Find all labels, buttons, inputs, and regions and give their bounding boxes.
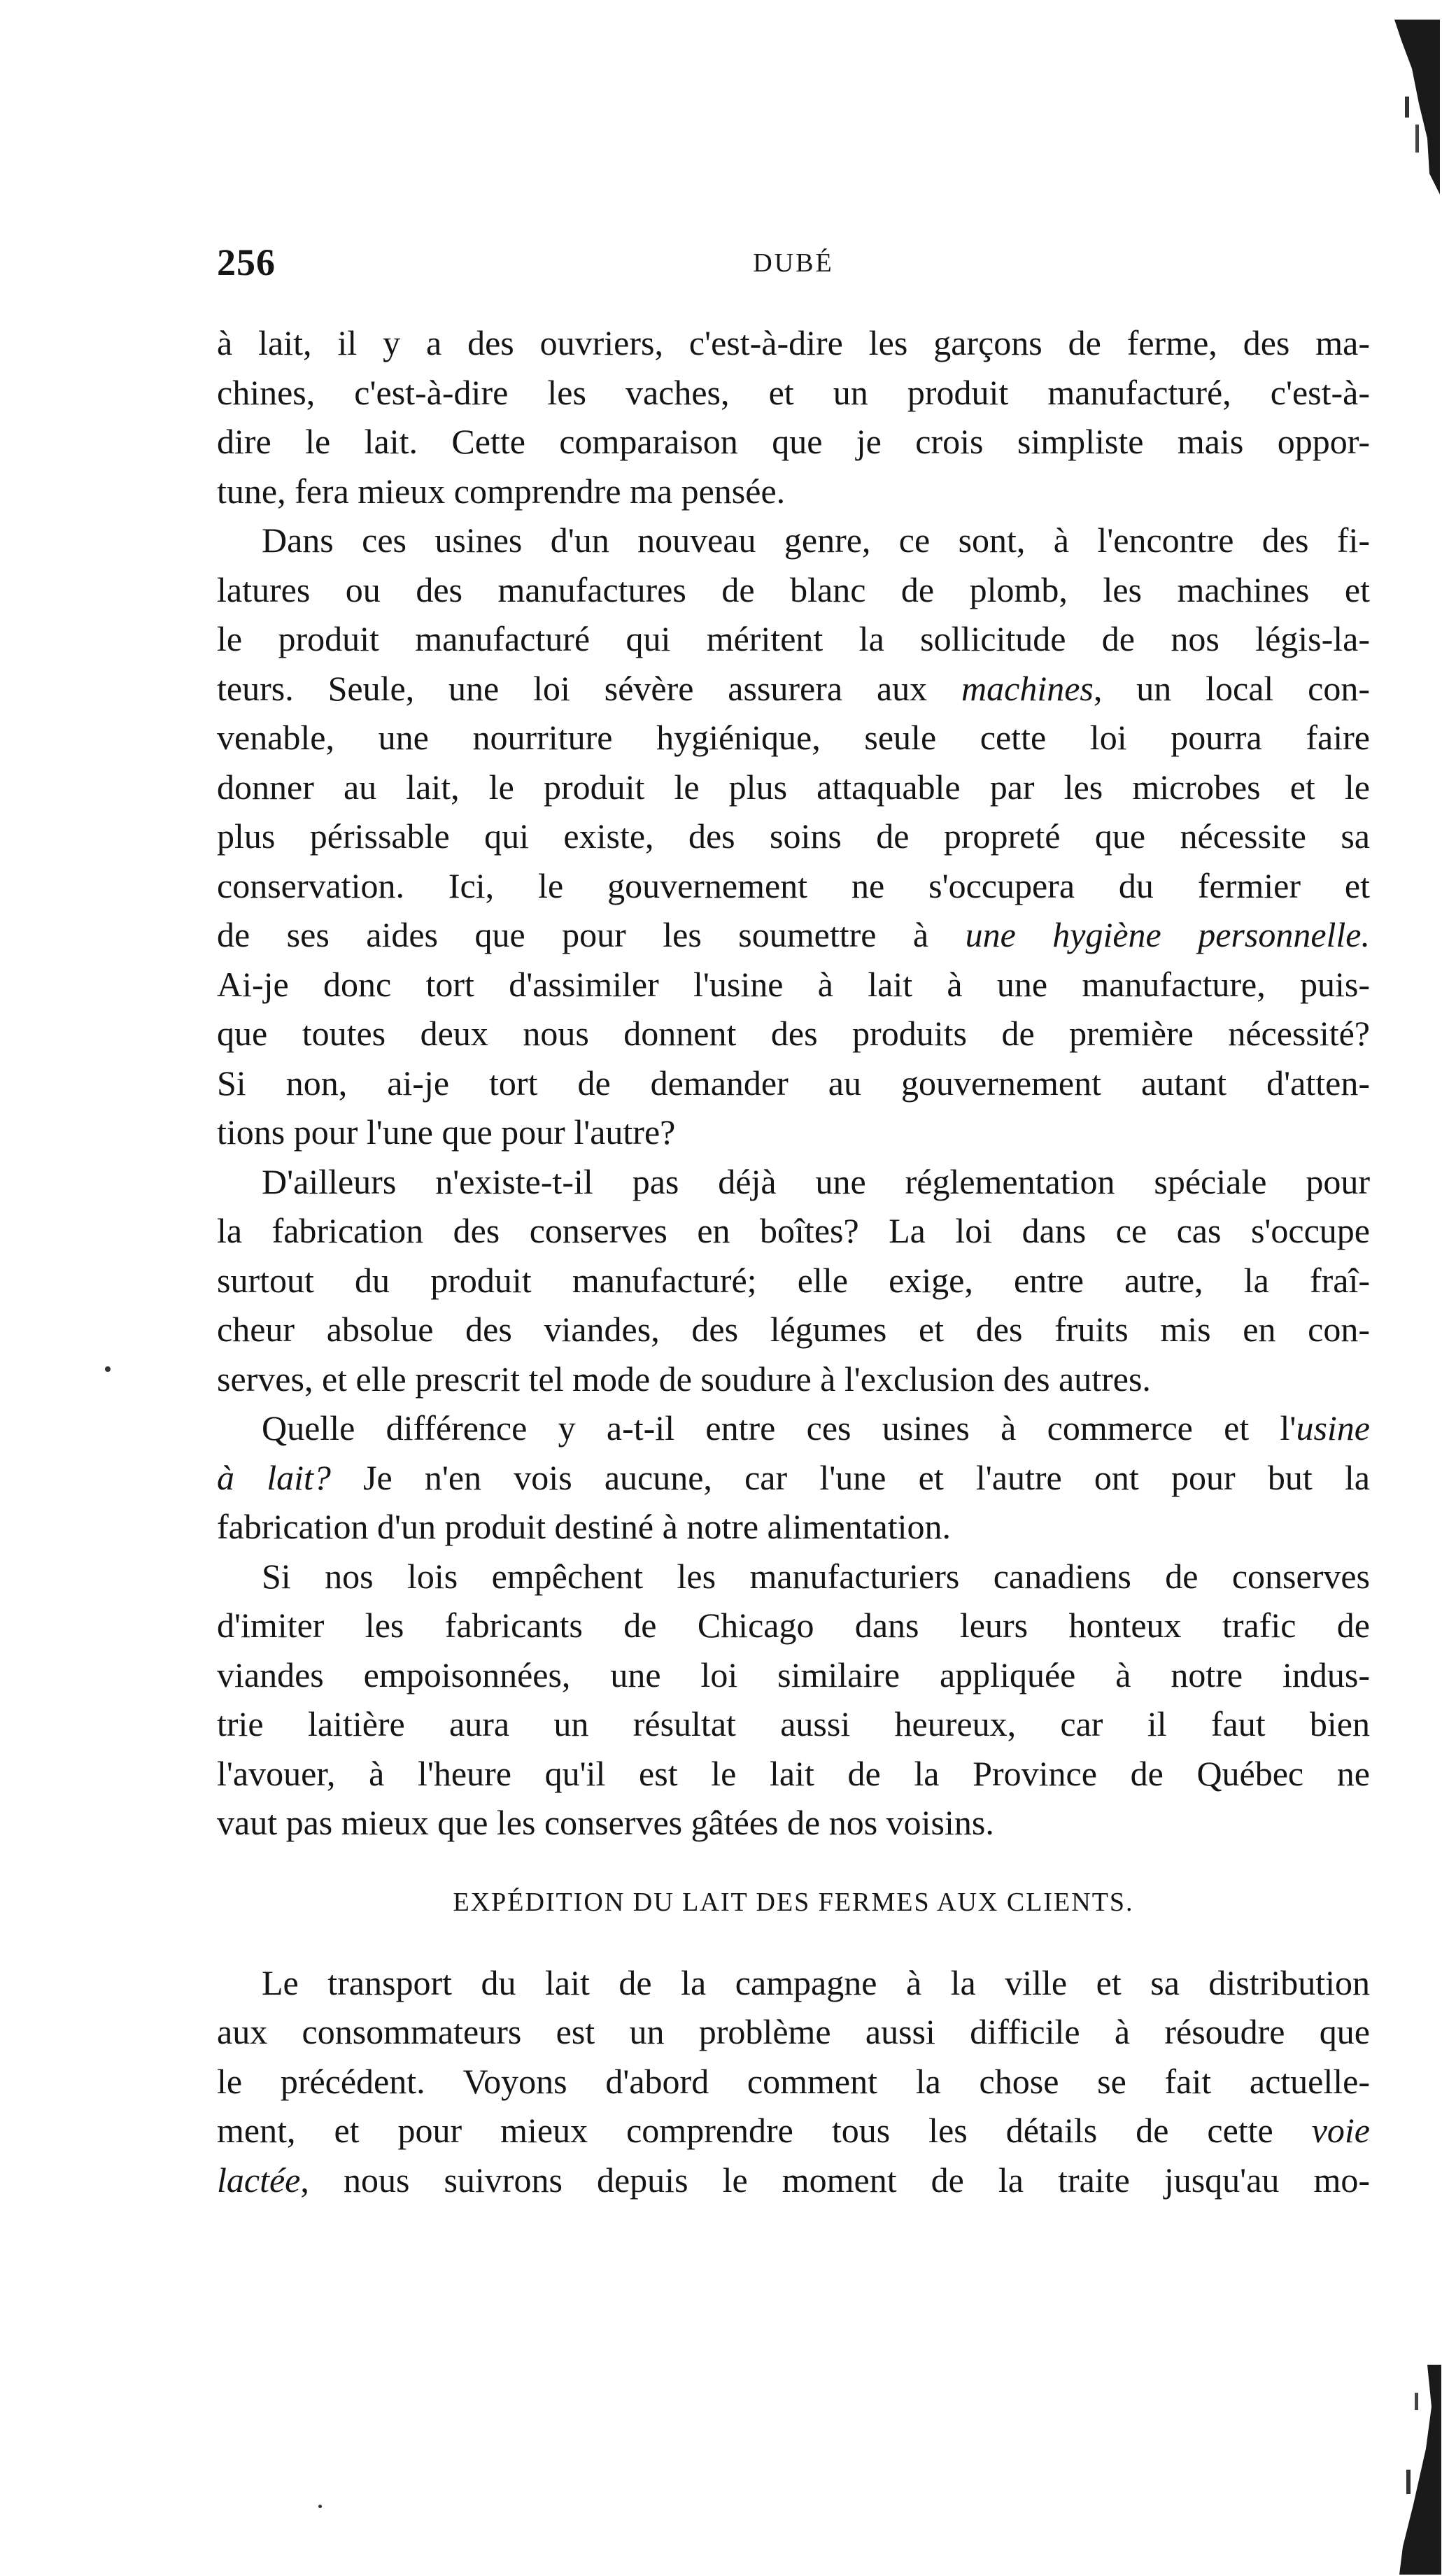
text-fragment: teurs. Seule, une loi sévère assurera aux	[217, 668, 962, 708]
text-line: conservation. Ici, le gouvernement ne s'occupera du fermier et	[217, 865, 1370, 905]
italic-fragment: machines	[961, 668, 1094, 708]
text-line: Si non, ai-je tort de demander au gouvernement autant d'atten-	[217, 1063, 1370, 1103]
body-text	[217, 318, 1370, 2205]
running-head: DUBÉ	[753, 248, 834, 278]
paragraph	[217, 1403, 1370, 1552]
page-header	[217, 241, 1370, 290]
text-line: aux consommateurs est un problème aussi difficile à résoudre que	[217, 2012, 1370, 2051]
text-line	[217, 2156, 1370, 2205]
text-line: viandes empoisonnées, une loi similaire appliquée à notre indus-	[217, 1655, 1370, 1694]
text-line: D'ailleurs n'existe-t-il pas déjà une réglementation spéciale pour	[262, 1161, 1370, 1201]
text-line: fabrication d'un produit destiné à notre alimentation.	[217, 1507, 951, 1546]
text-line: donner au lait, le produit le plus attaquable par les microbes et le	[217, 767, 1370, 807]
text-line	[217, 910, 1370, 960]
text-line: chines, c'est-à-dire les vaches, et un produit manufacturé, c'est-à-	[217, 372, 1370, 412]
text-line: surtout du produit manufacturé; elle exige, entre autre, la fraî-	[217, 1260, 1370, 1300]
text-line: tune, fera mieux comprendre ma pensée.	[217, 471, 786, 511]
text-line: à lait, il y a des ouvriers, c'est-à-dire les garçons de ferme, des ma-	[217, 323, 1370, 362]
text-line: la fabrication des conserves en boîtes? La loi dans ce cas s'occupe	[217, 1211, 1370, 1250]
text-line: serves, et elle prescrit tel mode de soudure à l'exclusion des autres.	[217, 1359, 1151, 1399]
paragraph	[217, 516, 1370, 1157]
italic-fragment: usine	[1296, 1408, 1370, 1448]
text-line: Le transport du lait de la campagne à la ville et sa distribution	[262, 1962, 1370, 2002]
paragraph	[217, 1157, 1370, 1404]
text-line: plus périssable qui existe, des soins de propreté que nécessite sa	[217, 816, 1370, 856]
page-number: 256	[217, 241, 276, 283]
text-line: le précédent. Voyons d'abord comment la chose se fait actuelle-	[217, 2061, 1370, 2101]
text-line	[217, 2106, 1370, 2156]
italic-fragment: à lait?	[217, 1457, 331, 1497]
text-fragment: ment, et pour mieux comprendre tous les détails de cette	[217, 2111, 1312, 2150]
text-line: cheur absolue des viandes, des légumes et des fruits mis en con-	[217, 1310, 1370, 1349]
italic-fragment: voie	[1311, 2111, 1370, 2150]
text-fragment: Quelle différence y a-t-il entre ces usines à commerce et l'	[262, 1408, 1296, 1448]
section-heading: EXPÉDITION DU LAIT DES FERMES AUX CLIENTS.	[453, 1887, 1134, 1917]
text-line: Ai-je donc tort d'assimiler l'usine à lait à une manufacture, puis-	[217, 964, 1370, 1004]
text-line: tions pour l'une que pour l'autre?	[217, 1112, 676, 1152]
italic-fragment: lactée	[217, 2160, 301, 2200]
text-line: dire le lait. Cette comparaison que je crois simpliste mais oppor-	[217, 422, 1370, 461]
scan-speck	[105, 1366, 111, 1372]
text-line: trie laitière aura un résultat aussi heureux, car il faut bien	[217, 1704, 1370, 1743]
text-line: vaut pas mieux que les conserves gâtées de nos voisins.	[217, 1803, 994, 1842]
scan-edge-mark-bottom	[1364, 2365, 1441, 2575]
scan-edge-mark-top	[1363, 20, 1440, 194]
text-fragment: , un local con-	[1093, 668, 1370, 708]
text-line: latures ou des manufactures de blanc de plomb, les machines et	[217, 569, 1370, 609]
text-line: le produit manufacturé qui méritent la sollicitude de nos légis-la-	[217, 619, 1370, 658]
text-line	[217, 1403, 1370, 1453]
scan-speck	[318, 2505, 322, 2508]
text-fragment: Je n'en vois aucune, car l'une et l'autre ont pour but la	[363, 1457, 1371, 1497]
text-line	[217, 664, 1370, 714]
paragraph	[217, 1958, 1370, 2205]
text-line	[217, 1453, 1370, 1503]
text-fragment: de ses aides que pour les soumettre à	[217, 915, 966, 954]
text-line: Dans ces usines d'un nouveau genre, ce sont, à l'encontre des fi-	[262, 521, 1370, 560]
text-line: venable, une nourriture hygiénique, seule cette loi pourra faire	[217, 718, 1370, 757]
italic-fragment: une hygiène personnelle.	[965, 915, 1371, 954]
paragraph	[217, 318, 1370, 516]
text-line: Si nos lois empêchent les manufacturiers canadiens de conserves	[262, 1556, 1370, 1596]
text-line: d'imiter les fabricants de Chicago dans leurs honteux trafic de	[217, 1606, 1370, 1645]
text-line: l'avouer, à l'heure qu'il est le lait de la Province de Québec ne	[217, 1753, 1370, 1793]
text-fragment: , nous suivrons depuis le moment de la traite jusqu'au mo-	[300, 2160, 1370, 2200]
paragraph	[217, 1552, 1370, 1848]
text-line: que toutes deux nous donnent des produits de première nécessité?	[217, 1014, 1370, 1053]
